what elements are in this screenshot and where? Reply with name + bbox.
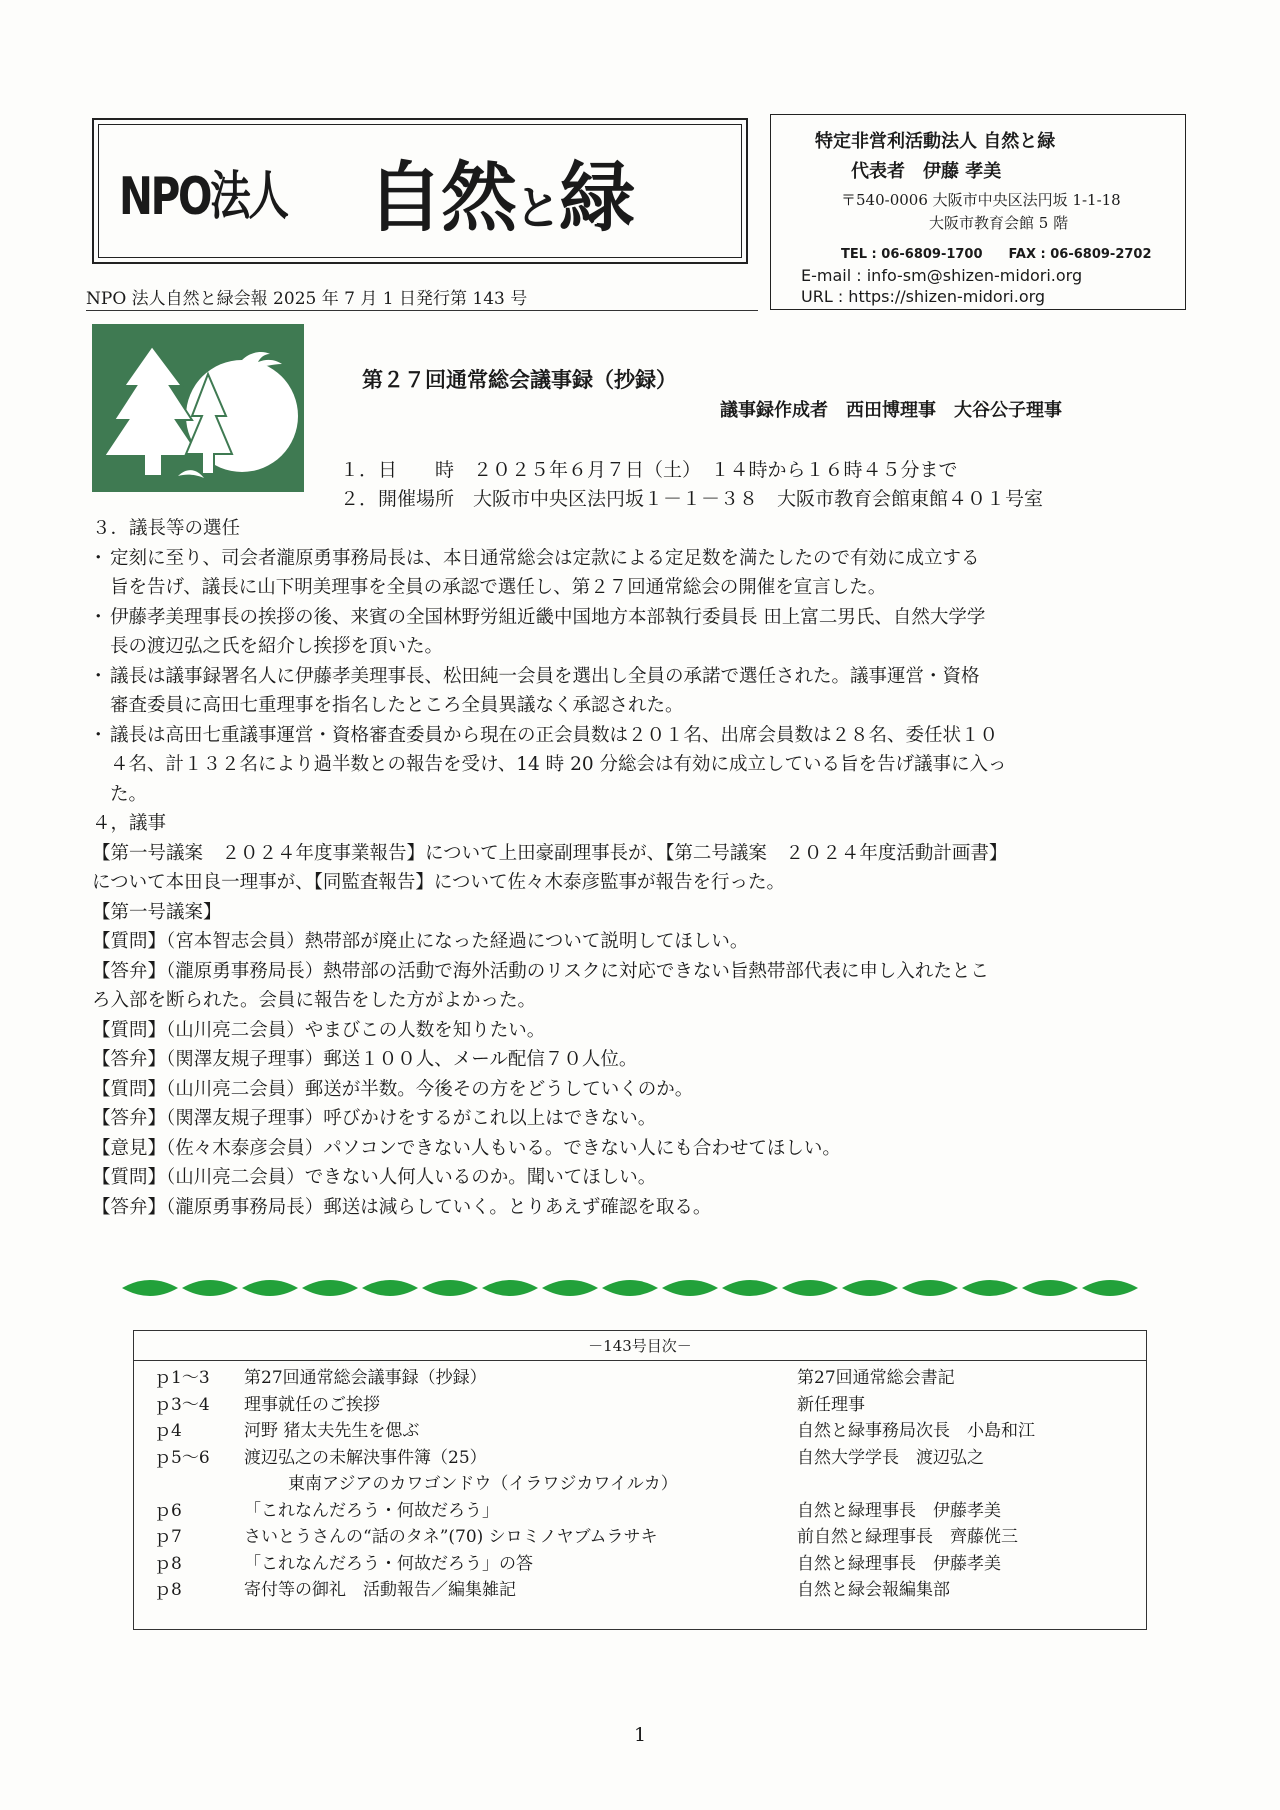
toc-title: さいとうさんの“話のタネ”(70) シロミノヤブムラサキ — [244, 1527, 658, 1547]
leaf-icon — [542, 1280, 598, 1296]
bullet-item: ・ 伊藤孝美理事長の挨拶の後、来賓の全国林野労組近畿中国地方本部執行委員長 田上富二男氏、自然大学学 — [92, 603, 1192, 633]
leaf-icon — [182, 1280, 238, 1296]
toc-page: ｐ8 — [154, 1553, 182, 1574]
paragraph-line: について本田良一理事が、【同監査報告】について佐々木泰彦監事が報告を行った。 — [92, 872, 786, 893]
toc-page: ｐ8 — [154, 1580, 182, 1600]
leaf-icon — [902, 1280, 958, 1296]
bullet-item: ・ 議長は議事録署名人に伊藤孝美理事長、松田純一会員を選出し全員の承諾で選任された。議事運営・資格 — [92, 662, 1192, 692]
toc-title: 河野 猪太夫先生を偲ぶ — [244, 1421, 420, 1441]
masthead-midori: 緑 — [559, 152, 633, 242]
toc-row — [134, 1418, 1146, 1445]
toc-title: 東南アジアのカワゴンドウ（イラワジカワイルカ） — [288, 1474, 678, 1494]
org-name: 特定非営利活動法人 自然と緑 — [815, 131, 1056, 152]
bullet-continuation: た。 — [110, 783, 148, 805]
opinion-line: 【意見】（佐々木泰彦会員）パソコンできない人もいる。できない人にも合わせてほしい。 — [92, 1137, 841, 1159]
toc-author: 自然と緑会報編集部 — [797, 1580, 950, 1600]
toc-author: 新任理事 — [797, 1394, 865, 1415]
masthead-name — [367, 137, 633, 246]
org-email[interactable]: E-mail : info-sm@shizen-midori.org — [801, 266, 1083, 285]
answer-line: 【答弁】（瀧原勇事務局長）熱帯部の活動で海外活動のリスクに対応できない旨熱帯部代表に申し入れたとこ — [92, 960, 989, 982]
toc-author: 自然と緑事務局次長 小島和江 — [797, 1421, 1035, 1441]
toc-page: ｐ5～6 — [154, 1447, 210, 1468]
toc-title: 第27回通常総会議事録（抄録） — [244, 1368, 487, 1388]
leaf-icon — [122, 1280, 178, 1296]
toc-page: ｐ6 — [154, 1500, 182, 1521]
leaf-icon — [602, 1280, 658, 1296]
meeting-venue: ２．開催場所 大阪市中央区法円坂１－１－３８ 大阪市教育会館東館４０１号室 — [340, 488, 1044, 510]
org-info-box — [770, 114, 1186, 310]
answer-line: 【答弁】（関澤友規子理事）呼びかけをするがこれ以上はできない。 — [92, 1108, 657, 1129]
masthead-jinen: 自然 — [367, 152, 515, 242]
toc-page: ｐ3～4 — [154, 1394, 210, 1415]
leaf-icon — [422, 1280, 478, 1296]
bullet-item: ・ 定刻に至り、司会者瀧原勇事務局長は、本日通常総会は定款による定足数を満たしたので有効に成立する — [92, 544, 1192, 574]
toc-title: 寄付等の御礼 活動報告／編集雑記 — [244, 1580, 516, 1600]
masthead-inner — [98, 124, 742, 258]
leaf-icon — [302, 1280, 358, 1296]
bullet-continuation: 旨を告げ、議長に山下明美理事を全員の承認で選任し、第２７回通常総会の開催を宣言した。 — [110, 577, 887, 598]
masthead-to: と — [515, 180, 559, 235]
minutes-author: 議事録作成者 西田博理事 大谷公子理事 — [720, 400, 1062, 421]
toc-title: 「これなんだろう・何故だろう」の答 — [244, 1553, 533, 1574]
toc-row — [134, 1445, 1146, 1472]
toc-row — [134, 1498, 1146, 1525]
section-heading: ３．議長等の選任 — [92, 518, 241, 539]
bullet-continuation: 長の渡辺弘之氏を紹介し挨拶を頂いた。 — [110, 636, 444, 657]
toc-author: 第27回通常総会書記 — [797, 1368, 955, 1388]
bullet-continuation: ４名、計１３２名により過半数との報告を受け、14 時 20 分総会は有効に成立している旨を告げ議事に入っ — [110, 754, 1007, 775]
toc-page: ｐ4 — [154, 1421, 182, 1441]
leaf-icon — [842, 1280, 898, 1296]
leaf-icon — [1022, 1280, 1078, 1296]
leaf-icon — [782, 1280, 838, 1296]
toc-author: 自然と緑理事長 伊藤孝美 — [797, 1500, 1001, 1521]
org-address-1: 〒540-0006 大阪市中央区法円坂 1-1-18 — [841, 191, 1121, 209]
paragraph-line: 【第一号議案 ２０２４年度事業報告】について上田豪副理事長が、【第二号議案 ２０２４年度活動計画書】 — [92, 842, 1008, 864]
toc-title: 理事就任のご挨拶 — [244, 1394, 380, 1415]
org-representative: 代表者 伊藤 孝美 — [851, 161, 1002, 182]
masthead-npo: NPO法人 — [119, 166, 287, 227]
table-of-contents — [133, 1330, 1147, 1630]
toc-row — [134, 1365, 1146, 1392]
bullet-continuation: 審査委員に高田七重理事を指名したところ全員異議なく承認された。 — [110, 695, 684, 716]
question-line: 【質問】（山川亮二会員）できない人何人いるのか。聞いてほしい。 — [92, 1167, 657, 1188]
issue-line: NPO 法人自然と緑会報 2025 年 7 月 1 日発行第 143 号 — [86, 289, 528, 309]
leaf-icon — [1082, 1280, 1138, 1296]
meeting-datetime: １．日 時 ２０２５年６月７日（土） １４時から１６時４５分まで — [340, 459, 958, 481]
leaf-icon — [482, 1280, 538, 1296]
page-number: 1 — [633, 1724, 647, 1746]
toc-title: 渡辺弘之の未解決事件簿（25） — [244, 1447, 487, 1468]
question-line: 【質問】（山川亮二会員）やまびこの人数を知りたい。 — [92, 1019, 546, 1041]
section-heading: ４，議事 — [92, 813, 167, 834]
toc-title: 「これなんだろう・何故だろう」 — [244, 1500, 499, 1521]
leaf-icon — [362, 1280, 418, 1296]
toc-page: ｐ1～3 — [154, 1368, 210, 1388]
leaf-icon — [962, 1280, 1018, 1296]
leaf-icon — [722, 1280, 778, 1296]
toc-row — [134, 1471, 1146, 1498]
issue-rule — [86, 310, 758, 311]
toc-row — [134, 1392, 1146, 1419]
toc-rows — [134, 1361, 1146, 1604]
answer-line: 【答弁】（瀧原勇事務局長）郵送は減らしていく。とりあえず確認を取る。 — [92, 1196, 712, 1218]
org-url[interactable]: URL : https://shizen-midori.org — [801, 287, 1046, 306]
masthead — [92, 118, 748, 264]
leaf-vine-divider-icon — [120, 1270, 1140, 1306]
org-tel-fax: TEL : 06-6809-1700 FAX : 06-6809-2702 — [841, 247, 1152, 262]
minutes-body — [92, 514, 1192, 1222]
toc-author: 前自然と緑理事長 齊藤侊三 — [797, 1527, 1018, 1547]
bullet-item: ・ 議長は高田七重議事運営・資格審査委員から現在の正会員数は２０１名、出席会員数は２８名、委任状１０ — [92, 721, 1192, 751]
org-address-2: 大阪市教育会館 5 階 — [929, 214, 1069, 232]
toc-row — [134, 1577, 1146, 1604]
answer-line: ろ入部を断られた。会員に報告をした方がよかった。 — [92, 990, 537, 1011]
question-line: 【質問】（山川亮二会員）郵送が半数。今後その方をどうしていくのか。 — [92, 1078, 694, 1100]
paragraph-line: 【第一号議案】 — [92, 901, 222, 923]
leaf-icon — [242, 1280, 298, 1296]
answer-line: 【答弁】（関澤友規子理事）郵送１００人、メール配信７０人位。 — [92, 1049, 638, 1070]
minutes-title: 第２７回通常総会議事録（抄録） — [362, 367, 677, 392]
toc-author: 自然と緑理事長 伊藤孝美 — [797, 1553, 1001, 1574]
toc-page: ｐ7 — [154, 1527, 182, 1547]
toc-author: 自然大学学長 渡辺弘之 — [797, 1447, 984, 1468]
leaf-icon — [662, 1280, 718, 1296]
question-line: 【質問】（宮本智志会員）熱帯部が廃止になった経過について説明してほしい。 — [92, 931, 749, 952]
toc-row — [134, 1524, 1146, 1551]
toc-row — [134, 1551, 1146, 1578]
tree-logo-icon — [92, 324, 304, 492]
toc-heading: －143号目次－ — [134, 1331, 1146, 1361]
